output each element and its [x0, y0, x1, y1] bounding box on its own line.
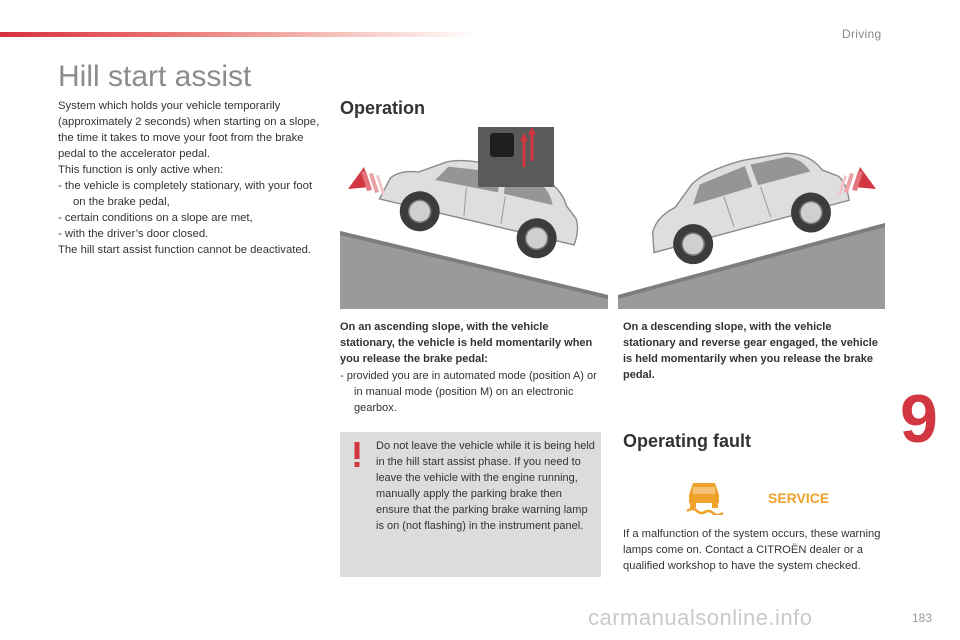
arrow-backward-icon [348, 167, 385, 195]
fault-text: If a malfunction of the system occurs, these warning lamps come on. Contact a CITROËN dealer or a qualified workshop to have the system checked. [623, 528, 881, 572]
descending-caption [623, 319, 883, 383]
descending-caption-title: On a descending slope, with the vehicle stationary and reverse gear engaged, the vehicle is held momentarily when you release the brake pedal. [623, 321, 878, 381]
section-name: Driving [842, 27, 882, 41]
intro-paragraph: This function is only active when: [58, 164, 224, 176]
page-title: Hill start assist [58, 60, 252, 93]
ascending-caption-title: On an ascending slope, with the vehicle stationary, the vehicle is held momentarily when you release the brake pedal: [340, 321, 593, 365]
operation-heading: Operation [340, 98, 426, 118]
chapter-number: 9 [900, 381, 938, 457]
exclamation-icon [353, 442, 361, 468]
page-number: 183 [912, 611, 933, 625]
descending-slope-illustration [618, 127, 885, 309]
condition-item: - certain conditions on a slope are met, [58, 212, 253, 224]
condition-item: - with the driver’s door closed. [58, 228, 209, 240]
ascending-caption [340, 319, 602, 416]
header-accent-bar [0, 32, 480, 37]
skid-warning-lamp-icon [683, 479, 725, 515]
gear-selector-inset [478, 127, 554, 187]
intro-text [58, 98, 320, 258]
watermark: carmanualsonline.info [588, 605, 813, 630]
ascending-caption-item: - provided you are in automated mode (position A) or in manual mode (position M) on an electronic gearbox. [340, 370, 597, 414]
ascending-slope-illustration [340, 127, 608, 309]
intro-paragraph: System which holds your vehicle temporarily (approximately 2 seconds) when starting on a slope, the time it takes to move your foot from the brake pedal to the accelerator pedal. [58, 100, 320, 160]
condition-item: - the vehicle is completely stationary, with your foot on the brake pedal, [58, 180, 313, 208]
service-warning-lamp: SERVICE [768, 490, 830, 506]
warning-text: Do not leave the vehicle while it is being held in the hill start assist phase. If you need to leave the vehicle with the engine running, manually apply the parking brake then ensure that the parking brake warning lamp is on (not flashing) in the instrument panel. [376, 440, 595, 532]
warning-box [340, 432, 601, 577]
intro-paragraph: The hill start assist function cannot be deactivated. [58, 244, 312, 256]
operating-fault-heading: Operating fault [623, 431, 752, 451]
